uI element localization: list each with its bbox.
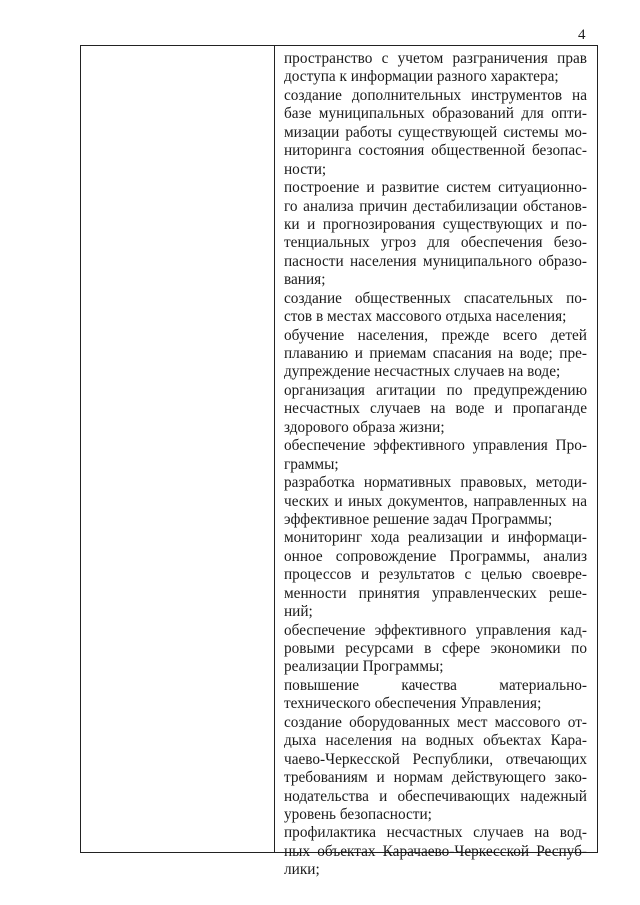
text-line: тенциальных угроз для обеспечения безо- bbox=[284, 234, 587, 252]
text-line: ности; bbox=[284, 160, 327, 178]
text-line: ровыми ресурсами в сфере экономики по bbox=[284, 640, 587, 657]
text-line: ний; bbox=[284, 603, 313, 621]
text-line: ки и прогнозирования существующих и по- bbox=[284, 215, 587, 233]
text-line: дыха населения на водных объектах Кара- bbox=[284, 732, 587, 750]
text-line: эффективное решение задач Программы; bbox=[284, 510, 553, 528]
text-line: ниторинга состояния общественной безопас- bbox=[284, 142, 587, 160]
text-line: создание общественных спасательных по- bbox=[284, 289, 587, 307]
text-line: обеспечение эффективного управления Про- bbox=[284, 437, 587, 455]
text-line: несчастных случаев на воде и пропаганде bbox=[284, 400, 587, 418]
text-line: доступа к информации разного характера; bbox=[284, 68, 559, 86]
text-line: мизации работы существующей системы мо- bbox=[284, 123, 587, 141]
text-line: технического обеспечения Управления; bbox=[284, 695, 542, 713]
text-line: ных объектах Карачаево-Черкесской Респуб- bbox=[284, 842, 587, 860]
text-line: мониторинг хода реализации и информаци- bbox=[284, 529, 587, 547]
text-line: вания; bbox=[284, 271, 326, 289]
text-line: лики; bbox=[284, 861, 320, 879]
text-line: процессов и результатов с целью своевре- bbox=[284, 566, 587, 584]
text-line: реализации Программы; bbox=[284, 658, 444, 676]
table-left-cell bbox=[81, 46, 275, 852]
text-line: построение и развитие систем ситуационно- bbox=[284, 179, 587, 197]
text-line: организация агитации по предупреждению bbox=[284, 381, 587, 399]
text-line: уровень безопасности; bbox=[284, 805, 432, 823]
text-line: чаево-Черкесской Республики, отвечающих bbox=[284, 750, 587, 768]
text-line: граммы; bbox=[284, 455, 339, 473]
text-line: онное сопровождение Программы, анализ bbox=[284, 547, 587, 565]
text-line: создание оборудованных мест массового от- bbox=[284, 713, 587, 731]
text-line: нодательства и обеспечивающих надежный bbox=[284, 787, 587, 805]
text-line: менности принятия управленческих реше- bbox=[284, 584, 587, 602]
text-line: пасности населения муниципального образо- bbox=[284, 252, 587, 270]
text-line: стов в местах массового отдыха населения; bbox=[284, 308, 567, 326]
document-table bbox=[80, 45, 598, 879]
text-line: создание дополнительных инструментов на bbox=[284, 86, 587, 104]
text-line: разработка нормативных правовых, методи- bbox=[284, 474, 587, 492]
table-right-cell bbox=[284, 50, 587, 880]
text-line: ческих и иных документов, направленных на bbox=[284, 492, 587, 510]
text-line: профилактика несчастных случаев на вод- bbox=[284, 824, 587, 842]
text-line: го анализа причин дестабилизации обстанов- bbox=[284, 197, 587, 215]
text-line: дупреждение несчастных случаев на воде; bbox=[284, 363, 561, 381]
text-line: плаванию и приемам спасания на воде; пре- bbox=[284, 345, 587, 362]
text-line: обеспечение эффективного управления кад- bbox=[284, 621, 587, 639]
text-line: базе муниципальных образований для опти- bbox=[284, 105, 587, 123]
text-line: здорового образа жизни; bbox=[284, 418, 445, 436]
text-line: пространство с учетом разграничения прав bbox=[284, 50, 587, 67]
text-line: повышение качества материально- bbox=[284, 676, 587, 694]
text-line: требованиям и нормам действующего зако- bbox=[284, 769, 587, 787]
text-line: обучение населения, прежде всего детей bbox=[284, 326, 587, 344]
page-number: 4 bbox=[578, 27, 586, 43]
